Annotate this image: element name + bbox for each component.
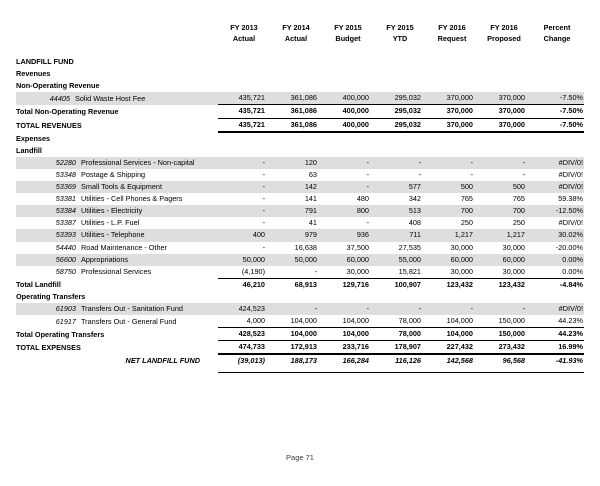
value-cell: 4,000 — [246, 316, 265, 326]
account-label: Small Tools & Equipment — [81, 182, 162, 192]
percent-change-cell: -7.50% — [530, 92, 584, 105]
value-cell — [478, 56, 530, 68]
value-cell: - — [262, 194, 265, 204]
value-cell: 60,000 — [478, 254, 530, 266]
subtotal-row — [16, 278, 584, 291]
value-cell: 765 — [460, 194, 473, 204]
value-cell: 400 — [218, 229, 270, 241]
value-cell: 1,217 — [478, 229, 530, 241]
value-cell: 700 — [478, 205, 530, 217]
row-label-cell: NET LANDFILL FUND — [125, 356, 200, 366]
value-cell: 188,173 — [270, 354, 322, 367]
row-label-cell — [16, 242, 218, 254]
percent-change-cell — [530, 56, 584, 68]
value-cell: 424,523 — [218, 303, 270, 315]
value-cell — [218, 291, 270, 303]
value-cell: 116,126 — [374, 354, 426, 367]
row-label-cell: Expenses — [16, 133, 51, 143]
column-header-line1: FY 2015 — [386, 23, 414, 32]
value-cell: 227,432 — [426, 341, 478, 355]
column-header-line2: Proposed — [487, 34, 521, 43]
value-cell: 150,000 — [498, 316, 525, 326]
value-cell — [374, 80, 426, 92]
value-cell: 30,000 — [346, 266, 369, 276]
value-cell — [478, 291, 530, 303]
value-cell: 50,000 — [218, 254, 270, 266]
row-label-cell: Landfill — [16, 145, 42, 155]
account-label: Utilities - L.P. Fuel — [81, 218, 140, 228]
value-cell: (4,190) — [241, 266, 265, 276]
percent-change-cell: 30.02% — [530, 229, 584, 241]
value-cell — [426, 132, 478, 145]
account-row — [16, 92, 584, 105]
account-code: 53393 — [55, 230, 76, 240]
value-cell: 370,000 — [478, 118, 530, 132]
value-cell: 120 — [270, 157, 322, 169]
account-code: 54440 — [55, 242, 76, 252]
landfill-fund-budget-table — [16, 22, 584, 373]
value-cell: 513 — [374, 205, 426, 217]
value-cell: 166,284 — [322, 354, 374, 367]
percent-change-cell: -20.00% — [555, 242, 583, 252]
account-row — [16, 205, 584, 217]
value-cell: 150,000 — [478, 328, 530, 341]
percent-change-cell: #DIV/0! — [530, 181, 584, 193]
value-cell: 16,638 — [294, 242, 317, 252]
value-cell — [478, 80, 530, 92]
column-headers — [16, 22, 584, 44]
value-cell: - — [322, 181, 374, 193]
value-cell: 141 — [304, 194, 317, 204]
closing-rule — [218, 367, 584, 373]
value-cell: 342 — [408, 194, 421, 204]
account-row — [16, 266, 584, 279]
rule-spacer — [16, 367, 218, 373]
value-cell: 30,000 — [502, 242, 525, 252]
column-header-2 — [270, 22, 322, 44]
account-label: Utilities - Cell Phones & Pagers — [81, 194, 183, 204]
value-cell — [374, 56, 426, 68]
row-label-cell — [16, 266, 218, 279]
percent-change-cell: -41.93% — [530, 354, 584, 367]
value-cell: 41 — [308, 218, 317, 228]
column-header-line2: Change — [543, 34, 571, 43]
value-cell: 480 — [356, 194, 369, 204]
column-header-line2: Actual — [284, 34, 308, 43]
value-cell — [322, 291, 374, 303]
value-cell: 104,000 — [446, 316, 473, 326]
value-cell: 68,913 — [270, 278, 322, 291]
row-label-cell — [16, 217, 218, 229]
value-cell: 100,907 — [374, 278, 426, 291]
value-cell: 435,721 — [218, 105, 270, 118]
value-cell — [322, 145, 374, 157]
account-row — [16, 229, 584, 241]
column-header-5 — [426, 22, 478, 44]
value-cell — [218, 145, 270, 157]
value-cell: 979 — [270, 229, 322, 241]
value-cell: 30,000 — [502, 266, 525, 276]
value-cell: 30,000 — [450, 242, 473, 252]
column-header-line2: Actual — [232, 34, 256, 43]
value-cell: 370,000 — [426, 92, 478, 105]
value-cell: 104,000 — [342, 316, 369, 326]
value-cell: 474,733 — [218, 341, 270, 355]
account-code: 52280 — [55, 157, 76, 167]
row-label-cell: TOTAL EXPENSES — [16, 343, 81, 353]
value-cell: - — [478, 157, 530, 169]
value-cell: - — [470, 169, 473, 179]
value-cell: - — [270, 303, 322, 315]
value-cell: (39,013) — [218, 354, 270, 367]
value-cell: 295,032 — [374, 92, 426, 105]
account-code: 56600 — [55, 254, 76, 264]
value-cell: - — [262, 169, 265, 179]
value-cell — [426, 56, 478, 68]
account-label: Professional Services — [81, 267, 152, 277]
row-label-cell: TOTAL REVENUES — [16, 120, 82, 130]
value-cell: 123,432 — [478, 278, 530, 291]
row-label-cell — [16, 205, 218, 217]
row-label-cell — [16, 169, 218, 181]
column-header-line2: Request — [437, 34, 467, 43]
row-label-cell: Total Non-Operating Revenue — [16, 106, 119, 116]
value-cell: - — [478, 303, 530, 315]
value-cell: - — [426, 303, 478, 315]
value-cell: 63 — [308, 169, 317, 179]
value-cell: 37,500 — [346, 242, 369, 252]
value-cell: 435,721 — [218, 92, 270, 105]
value-cell: 295,032 — [374, 118, 426, 132]
table-header — [16, 22, 584, 56]
section-heading-row — [16, 132, 584, 145]
percent-change-cell: 44.23% — [558, 316, 583, 326]
account-code: 44405 — [49, 93, 70, 103]
account-code: 53348 — [55, 169, 76, 179]
percent-change-cell: 16.99% — [530, 341, 584, 355]
percent-change-cell: -7.50% — [530, 118, 584, 132]
value-cell: 15,821 — [398, 266, 421, 276]
value-cell: 400,000 — [322, 118, 374, 132]
value-cell: - — [218, 157, 270, 169]
subtotal-row — [16, 105, 584, 118]
account-label: Transfers Out - Sanitation Fund — [81, 303, 183, 313]
value-cell — [218, 80, 270, 92]
value-cell — [322, 68, 374, 80]
total-row — [16, 118, 584, 132]
value-cell: - — [366, 218, 369, 228]
page-footer: Page 71 — [286, 453, 314, 462]
value-cell — [374, 145, 426, 157]
value-cell: 700 — [426, 205, 478, 217]
row-label-cell: LANDFILL FUND — [16, 57, 74, 67]
value-cell: - — [418, 169, 421, 179]
value-cell: - — [314, 266, 317, 276]
account-code: 53384 — [55, 206, 76, 216]
account-code: 53381 — [55, 194, 76, 204]
value-cell: 60,000 — [322, 254, 374, 266]
value-cell: 104,000 — [270, 328, 322, 341]
value-cell: - — [522, 169, 525, 179]
value-cell: 765 — [512, 194, 525, 204]
value-cell: 55,000 — [374, 254, 426, 266]
account-row — [16, 217, 584, 229]
section-heading-row — [16, 80, 584, 92]
value-cell: - — [426, 157, 478, 169]
value-cell — [478, 145, 530, 157]
account-label: Solid Waste Host Fee — [75, 93, 146, 103]
percent-change-cell: -12.50% — [530, 205, 584, 217]
column-header-1 — [218, 22, 270, 44]
value-cell: 500 — [426, 181, 478, 193]
value-cell — [374, 132, 426, 145]
row-label-cell: Total Landfill — [16, 279, 61, 289]
value-cell: 295,032 — [374, 105, 426, 118]
account-label: Appropriations — [81, 254, 129, 264]
value-cell: 370,000 — [478, 92, 530, 105]
value-cell: 142,568 — [426, 354, 478, 367]
value-cell: 370,000 — [426, 105, 478, 118]
value-cell: 361,086 — [270, 105, 322, 118]
value-cell: - — [322, 157, 374, 169]
value-cell: 250 — [460, 218, 473, 228]
subtotal-row — [16, 328, 584, 341]
value-cell: 273,432 — [478, 341, 530, 355]
value-cell — [322, 56, 374, 68]
account-row — [16, 303, 584, 315]
row-label-cell — [16, 181, 218, 193]
value-cell: - — [322, 303, 374, 315]
column-header-line1: FY 2015 — [334, 23, 362, 32]
account-label: Transfers Out - General Fund — [81, 316, 177, 326]
value-cell: 233,716 — [322, 341, 374, 355]
column-header-7 — [530, 22, 584, 44]
column-header-line1: FY 2016 — [438, 23, 466, 32]
account-row — [16, 254, 584, 266]
account-row — [16, 181, 584, 193]
account-code: 61903 — [55, 303, 76, 313]
row-label-cell — [16, 157, 218, 169]
percent-change-cell: 0.00% — [562, 266, 583, 276]
value-cell: - — [366, 169, 369, 179]
value-cell: 370,000 — [478, 105, 530, 118]
value-cell — [322, 132, 374, 145]
account-code: 58750 — [55, 267, 76, 277]
account-code: 53369 — [55, 182, 76, 192]
percent-change-cell: -4.84% — [530, 278, 584, 291]
value-cell — [218, 132, 270, 145]
table-body — [16, 56, 584, 373]
column-header-line1: FY 2013 — [230, 23, 258, 32]
value-cell — [218, 68, 270, 80]
section-heading-row — [16, 291, 584, 303]
section-heading-row — [16, 68, 584, 80]
value-cell: - — [262, 218, 265, 228]
value-cell: 400,000 — [322, 92, 374, 105]
value-cell: 78,000 — [374, 328, 426, 341]
value-cell — [322, 80, 374, 92]
value-cell: 172,913 — [270, 341, 322, 355]
account-code: 53387 — [55, 218, 76, 228]
value-cell: 800 — [322, 205, 374, 217]
value-cell: 250 — [512, 218, 525, 228]
value-cell: 361,086 — [270, 92, 322, 105]
percent-change-cell: #DIV/0! — [558, 169, 583, 179]
value-cell: 78,000 — [398, 316, 421, 326]
column-header-line2: Budget — [335, 34, 361, 43]
value-cell: 428,523 — [218, 328, 270, 341]
value-cell: 500 — [478, 181, 530, 193]
percent-change-cell — [530, 80, 584, 92]
column-header-line1: Percent — [543, 23, 571, 32]
value-cell: 142 — [270, 181, 322, 193]
value-cell — [374, 291, 426, 303]
row-label-cell — [16, 193, 218, 205]
net-row — [16, 354, 584, 367]
value-cell — [426, 68, 478, 80]
column-header-line2: YTD — [392, 34, 408, 43]
section-heading-row — [16, 145, 584, 157]
percent-change-cell: #DIV/0! — [530, 303, 584, 315]
value-cell — [478, 68, 530, 80]
percent-change-cell: 59.38% — [558, 194, 583, 204]
account-code: 61917 — [55, 316, 76, 326]
row-label-cell — [16, 315, 218, 328]
row-label-cell: Total Operating Transfers — [16, 329, 105, 339]
value-cell: 104,000 — [322, 328, 374, 341]
percent-change-cell — [530, 291, 584, 303]
value-cell: 178,907 — [374, 341, 426, 355]
value-cell: 104,000 — [426, 328, 478, 341]
value-cell: - — [218, 205, 270, 217]
value-cell — [270, 56, 322, 68]
value-cell: 711 — [374, 229, 426, 241]
value-cell: 30,000 — [450, 266, 473, 276]
value-cell — [270, 145, 322, 157]
row-label-cell: Operating Transfers — [16, 291, 86, 301]
value-cell: - — [218, 181, 270, 193]
value-cell — [218, 56, 270, 68]
account-row — [16, 315, 584, 328]
value-cell: 123,432 — [426, 278, 478, 291]
percent-change-cell: 0.00% — [530, 254, 584, 266]
value-cell: - — [374, 303, 426, 315]
value-cell — [270, 68, 322, 80]
value-cell: 60,000 — [426, 254, 478, 266]
column-header-4 — [374, 22, 426, 44]
value-cell — [426, 80, 478, 92]
value-cell — [478, 132, 530, 145]
percent-change-cell — [530, 145, 584, 157]
value-cell: 435,721 — [218, 118, 270, 132]
column-header-6 — [478, 22, 530, 44]
account-label: Utilities - Electricity — [81, 206, 143, 216]
value-cell: 27,535 — [398, 242, 421, 252]
value-cell: - — [262, 242, 265, 252]
value-cell: 96,568 — [478, 354, 530, 367]
percent-change-cell: #DIV/0! — [558, 218, 583, 228]
value-cell — [374, 68, 426, 80]
total-row — [16, 341, 584, 355]
account-row — [16, 193, 584, 205]
row-label-cell: Revenues — [16, 69, 51, 79]
row-label-cell — [16, 229, 218, 241]
value-cell: 791 — [270, 205, 322, 217]
value-cell: 129,716 — [322, 278, 374, 291]
value-cell: 1,217 — [426, 229, 478, 241]
percent-change-cell: 44.23% — [530, 328, 584, 341]
value-cell: 361,086 — [270, 118, 322, 132]
value-cell: 577 — [374, 181, 426, 193]
value-cell: 408 — [408, 218, 421, 228]
header-spacer — [16, 44, 584, 56]
value-cell: 936 — [322, 229, 374, 241]
value-cell — [270, 291, 322, 303]
column-header-line1: FY 2014 — [282, 23, 310, 32]
value-cell — [270, 80, 322, 92]
percent-change-cell — [530, 68, 584, 80]
value-cell: 370,000 — [426, 118, 478, 132]
row-label-cell — [16, 254, 218, 266]
account-row — [16, 169, 584, 181]
column-header-line1: FY 2016 — [490, 23, 518, 32]
percent-change-cell — [530, 132, 584, 145]
row-label-cell — [16, 92, 218, 105]
account-label: Postage & Shipping — [81, 169, 146, 179]
percent-change-cell: -7.50% — [530, 105, 584, 118]
account-row — [16, 157, 584, 169]
column-header-label — [16, 22, 218, 44]
value-cell — [426, 291, 478, 303]
value-cell — [270, 132, 322, 145]
value-cell — [426, 145, 478, 157]
account-label: Professional Services - Non-capital — [81, 157, 195, 167]
value-cell: 50,000 — [270, 254, 322, 266]
column-header-3 — [322, 22, 374, 44]
account-row — [16, 242, 584, 254]
value-cell: 46,210 — [218, 278, 270, 291]
value-cell: 400,000 — [322, 105, 374, 118]
net-row-bottom-rule — [16, 367, 584, 373]
row-label-cell: Non-Operating Revenue — [16, 81, 100, 91]
value-cell: 104,000 — [290, 316, 317, 326]
value-cell: - — [374, 157, 426, 169]
section-heading-row — [16, 56, 584, 68]
row-label-cell — [16, 303, 218, 315]
account-label: Road Maintenance - Other — [81, 242, 167, 252]
account-label: Utilities - Telephone — [81, 230, 145, 240]
budget-page — [0, 22, 600, 486]
percent-change-cell: #DIV/0! — [530, 157, 584, 169]
